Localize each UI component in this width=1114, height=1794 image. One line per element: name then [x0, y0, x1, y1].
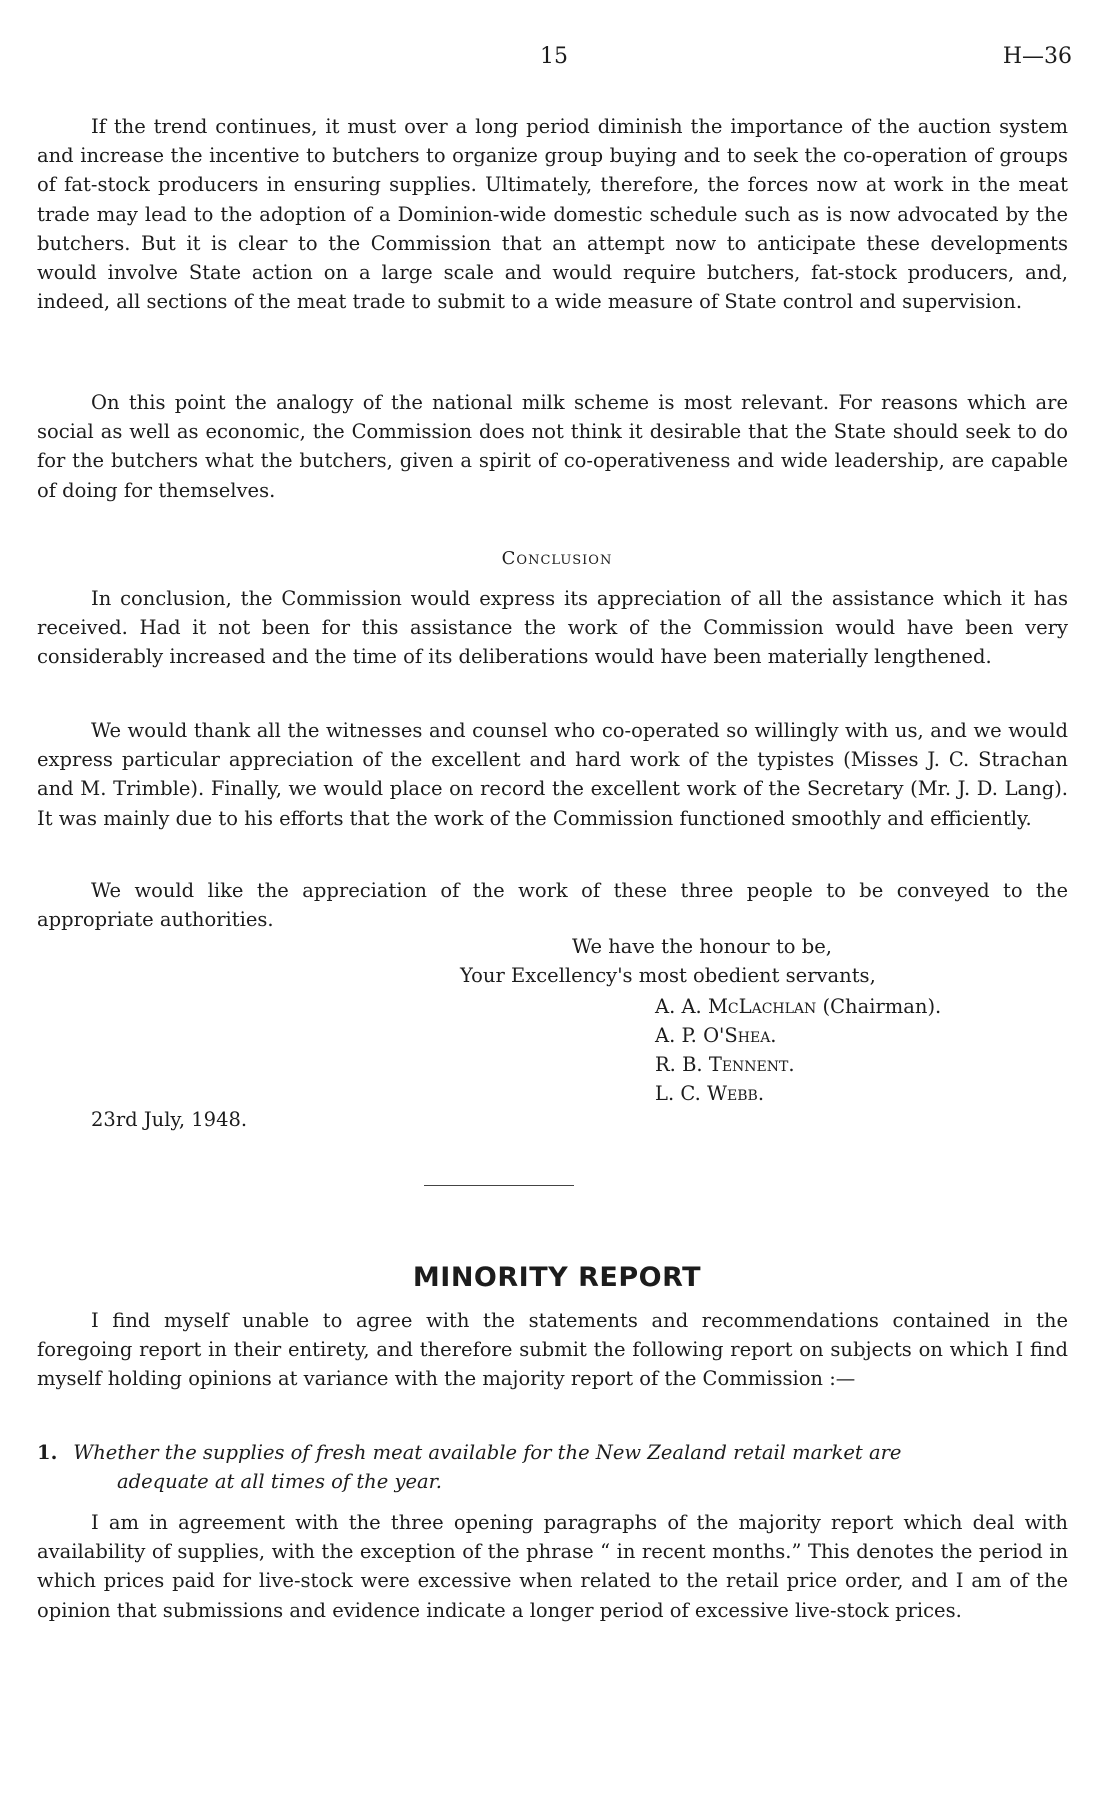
item-number: 1. [37, 1441, 58, 1464]
paragraph-trend [37, 112, 1068, 316]
paragraph-text: On this point the analogy of the national milk scheme is most relevant. For reasons which are social as well as economic, the Commission does not think it desirable that the State should seek to do for the butchers what the butchers, given a spirit of co-operativeness and wide leadership, are capable of doing for themselves. [37, 391, 1068, 502]
minority-report-title: MINORITY REPORT [412, 1262, 702, 1293]
paragraph-text: We would thank all the witnesses and counsel who co-operated so willingly with us, and we would express particular appreciation of the excellent and hard work of the typistes (Misses J. C. Strachan and M. Trimble). Finally, we would place on record the excellent work of the Secretary (Mr. J. D. Lang). It was mainly due to his efforts that the work of the Commission functioned smoothly and efficiently. [37, 719, 1068, 830]
signatory-role: (Chairman). [822, 995, 942, 1018]
signatory-initials: A. A. [655, 995, 702, 1018]
signatory-initials: L. C. [655, 1082, 701, 1105]
paragraph-conclusion [37, 584, 1068, 672]
conclusion-heading: Conclusion [501, 548, 613, 569]
signatory [655, 1021, 941, 1050]
paragraph-supplies [37, 1508, 1068, 1625]
paragraph-text: If the trend continues, it must over a long period diminish the importance of the auction system and increase the incentive to butchers to organize group buying and to seek the co-operation of groups of fat-stock producers in ensuring supplies. Ultimately, therefore, the forces now at work in the meat trade may lead to the adoption of a Dominion-wide domestic schedule such as is now advocated by the butchers. But it is clear to the Commission that an attempt now to anticipate these developments would involve State action on a large scale and would require butchers, fat-stock producers, and, indeed, all sections of the meat trade to submit to a wide measure of State control and supervision. [37, 115, 1068, 314]
signatory-initials: A. P. [655, 1024, 697, 1047]
paragraph-text: I am in agreement with the three opening paragraphs of the majority report which deal with availability of supplies, with the exception of the phrase “ in recent months.” This denotes the period in which prices paid for live-stock were excessive when related to the retail price order, and I am of the opinion that submissions and evidence indicate a longer period of excessive live-stock prices. [37, 1511, 1068, 1622]
paragraph-minority-intro [37, 1306, 1068, 1394]
signatory-surname: O'Shea. [703, 1024, 777, 1047]
paragraph-text: I find myself unable to agree with the statements and recommendations contained in the foregoing report in their entirety, and therefore submit the following report on subjects on which I find myself holding opinions at variance with the majority report of the Commission :— [37, 1309, 1068, 1391]
report-date: 23rd July, 1948. [91, 1108, 248, 1131]
paragraph-thanks [37, 716, 1068, 833]
document-reference: H—36 [1002, 44, 1072, 69]
signatory [655, 992, 941, 1021]
signoff-line-servants: Your Excellency's most obedient servants, [460, 964, 876, 987]
signatory [655, 1079, 941, 1108]
paragraph-milk-scheme [37, 388, 1068, 505]
signatory-surname: Tennent. [708, 1053, 795, 1076]
signatory-initials: R. B. [655, 1053, 703, 1076]
paragraph-appreciation [37, 876, 1068, 934]
page-number: 15 [540, 44, 568, 69]
section-divider [424, 1185, 574, 1186]
signatory [655, 1050, 941, 1079]
item-heading-supplies [37, 1438, 1068, 1496]
signatory-surname: Webb. [706, 1082, 765, 1105]
paragraph-text: In conclusion, the Commission would express its appreciation of all the assistance which it has received. Had it not been for this assistance the work of the Commission would have been very considerably increased and the time of its deliberations would have been materially lengthened. [37, 587, 1068, 669]
signoff-line-honour: We have the honour to be, [572, 935, 832, 958]
signatory-list [655, 992, 941, 1108]
item-heading-line1: Whether the supplies of fresh meat available for the New Zealand retail market are [73, 1441, 902, 1464]
paragraph-text: We would like the appreciation of the work of these three people to be conveyed to the appropriate authorities. [37, 879, 1068, 932]
item-heading-line2: adequate at all times of the year. [117, 1470, 443, 1493]
page-header [36, 44, 1072, 74]
signatory-surname: McLachlan [707, 995, 817, 1018]
signoff-block [460, 932, 876, 990]
